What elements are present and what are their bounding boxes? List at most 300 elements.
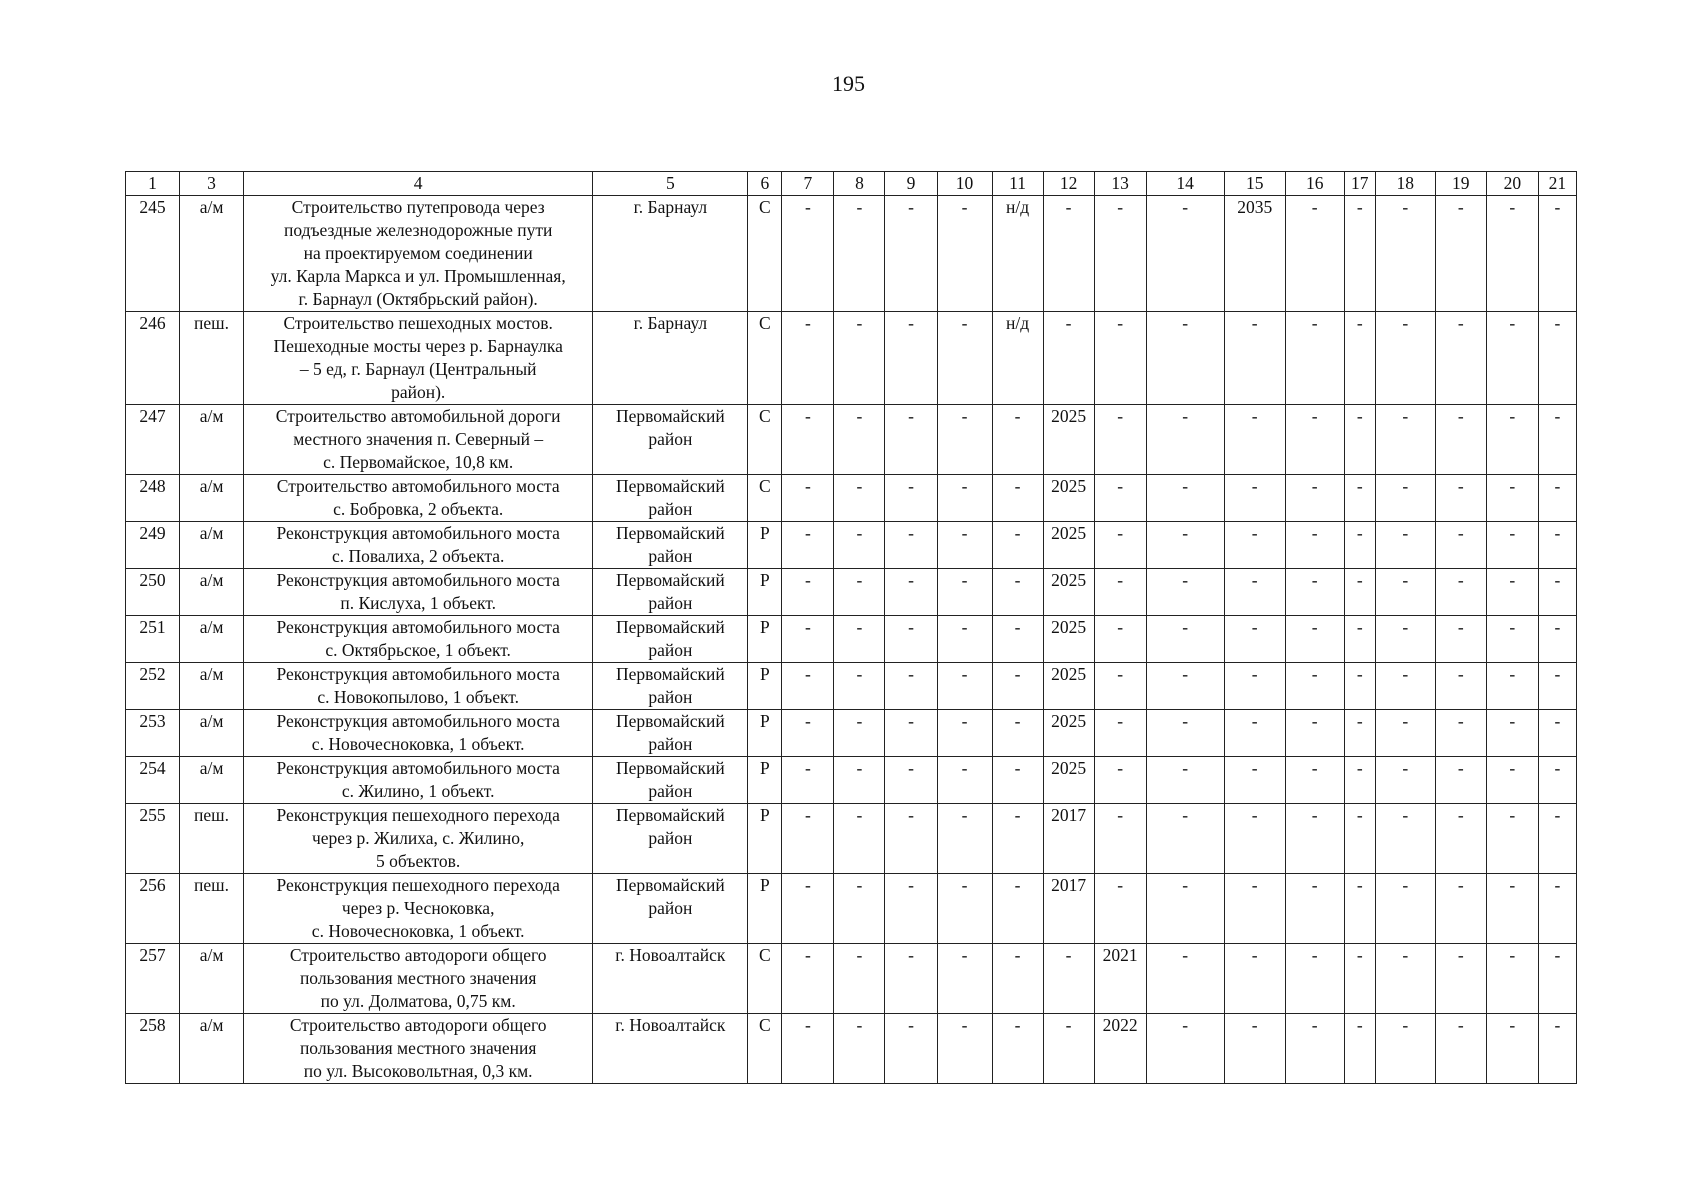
value-cell-col-15: - bbox=[1224, 804, 1285, 874]
location-line: Первомайский bbox=[615, 875, 725, 895]
column-header-4: 4 bbox=[244, 172, 593, 196]
object-type-cell: а/м bbox=[180, 757, 244, 804]
value-cell-col-16: - bbox=[1285, 944, 1344, 1014]
value-cell-col-15: - bbox=[1224, 710, 1285, 757]
value-cell-col-16: - bbox=[1285, 312, 1344, 405]
table-body bbox=[126, 196, 1577, 1084]
row-number-cell: 251 bbox=[126, 616, 180, 663]
value-cell-col-13: - bbox=[1094, 522, 1146, 569]
column-header-12: 12 bbox=[1043, 172, 1094, 196]
description-cell bbox=[244, 1014, 593, 1084]
value-cell-col-17: - bbox=[1344, 1014, 1375, 1084]
row-number-cell: 247 bbox=[126, 405, 180, 475]
value-cell-col-10: - bbox=[937, 405, 992, 475]
value-cell-col-14: - bbox=[1146, 1014, 1224, 1084]
value-cell-col-6: Р bbox=[748, 804, 782, 874]
value-cell-col-14: - bbox=[1146, 405, 1224, 475]
row-number-cell: 254 bbox=[126, 757, 180, 804]
value-cell-col-6: С bbox=[748, 196, 782, 312]
value-cell-col-9: - bbox=[885, 569, 937, 616]
column-header-11: 11 bbox=[992, 172, 1043, 196]
column-header-20: 20 bbox=[1486, 172, 1538, 196]
object-type-cell: а/м bbox=[180, 475, 244, 522]
value-cell-col-19: - bbox=[1435, 757, 1486, 804]
value-cell-col-9: - bbox=[885, 196, 937, 312]
value-cell-col-8: - bbox=[834, 710, 885, 757]
column-header-5: 5 bbox=[593, 172, 748, 196]
table-header bbox=[126, 172, 1577, 196]
value-cell-col-17: - bbox=[1344, 522, 1375, 569]
description-line: Строительство автодороги общего bbox=[289, 945, 547, 965]
value-cell-col-9: - bbox=[885, 405, 937, 475]
location-cell bbox=[593, 312, 748, 405]
value-cell-col-16: - bbox=[1285, 569, 1344, 616]
value-cell-col-11: н/д bbox=[992, 312, 1043, 405]
value-cell-col-19: - bbox=[1435, 804, 1486, 874]
location-line: район bbox=[648, 687, 693, 707]
value-cell-col-19: - bbox=[1435, 710, 1486, 757]
value-cell-col-11: - bbox=[992, 616, 1043, 663]
value-cell-col-9: - bbox=[885, 475, 937, 522]
value-cell-col-6: Р bbox=[748, 663, 782, 710]
description-line: через р. Жилиха, с. Жилино, bbox=[311, 828, 525, 848]
location-line: Первомайский bbox=[615, 617, 725, 637]
description-line: Пешеходные мосты через р. Барнаулка bbox=[273, 336, 563, 356]
value-cell-col-13: 2021 bbox=[1094, 944, 1146, 1014]
value-cell-col-13: - bbox=[1094, 405, 1146, 475]
value-cell-col-11: - bbox=[992, 710, 1043, 757]
value-cell-col-6: Р bbox=[748, 710, 782, 757]
description-line: с. Повалиха, 2 объекта. bbox=[331, 546, 505, 566]
value-cell-col-7: - bbox=[782, 196, 834, 312]
value-cell-col-10: - bbox=[937, 1014, 992, 1084]
value-cell-col-6: Р bbox=[748, 616, 782, 663]
location-cell bbox=[593, 475, 748, 522]
value-cell-col-7: - bbox=[782, 874, 834, 944]
description-line: через р. Чесноковка, bbox=[341, 898, 495, 918]
value-cell-col-10: - bbox=[937, 522, 992, 569]
column-header-13: 13 bbox=[1094, 172, 1146, 196]
value-cell-col-12: 2025 bbox=[1043, 616, 1094, 663]
value-cell-col-19: - bbox=[1435, 196, 1486, 312]
value-cell-col-6: С bbox=[748, 944, 782, 1014]
description-cell bbox=[244, 663, 593, 710]
column-header-16: 16 bbox=[1285, 172, 1344, 196]
location-line: Первомайский bbox=[615, 758, 725, 778]
location-line: г. Новоалтайск bbox=[615, 1015, 726, 1035]
value-cell-col-7: - bbox=[782, 405, 834, 475]
table-row bbox=[126, 710, 1577, 757]
value-cell-col-20: - bbox=[1486, 475, 1538, 522]
value-cell-col-21: - bbox=[1538, 663, 1576, 710]
value-cell-col-21: - bbox=[1538, 616, 1576, 663]
value-cell-col-21: - bbox=[1538, 874, 1576, 944]
value-cell-col-7: - bbox=[782, 757, 834, 804]
value-cell-col-11: - bbox=[992, 874, 1043, 944]
value-cell-col-12: - bbox=[1043, 196, 1094, 312]
value-cell-col-19: - bbox=[1435, 475, 1486, 522]
description-line: 5 объектов. bbox=[376, 851, 461, 871]
value-cell-col-11: - bbox=[992, 522, 1043, 569]
page-number: 195 bbox=[832, 71, 865, 96]
value-cell-col-17: - bbox=[1344, 196, 1375, 312]
value-cell-col-14: - bbox=[1146, 475, 1224, 522]
description-line: Реконструкция автомобильного моста bbox=[276, 711, 560, 731]
value-cell-col-12: 2025 bbox=[1043, 663, 1094, 710]
value-cell-col-9: - bbox=[885, 663, 937, 710]
object-type-cell: а/м bbox=[180, 616, 244, 663]
object-type-cell: а/м bbox=[180, 405, 244, 475]
value-cell-col-17: - bbox=[1344, 804, 1375, 874]
value-cell-col-12: 2025 bbox=[1043, 569, 1094, 616]
value-cell-col-9: - bbox=[885, 1014, 937, 1084]
object-type-cell: а/м bbox=[180, 569, 244, 616]
value-cell-col-15: 2035 bbox=[1224, 196, 1285, 312]
value-cell-col-20: - bbox=[1486, 804, 1538, 874]
location-line: Первомайский bbox=[615, 711, 725, 731]
value-cell-col-9: - bbox=[885, 757, 937, 804]
value-cell-col-15: - bbox=[1224, 569, 1285, 616]
row-number-cell: 255 bbox=[126, 804, 180, 874]
description-cell bbox=[244, 196, 593, 312]
value-cell-col-11: - bbox=[992, 569, 1043, 616]
description-line: подъездные железнодорожные пути bbox=[283, 220, 553, 240]
value-cell-col-16: - bbox=[1285, 522, 1344, 569]
value-cell-col-20: - bbox=[1486, 522, 1538, 569]
table-row bbox=[126, 475, 1577, 522]
table-row bbox=[126, 522, 1577, 569]
description-line: на проектируемом соединении bbox=[303, 243, 533, 263]
value-cell-col-18: - bbox=[1375, 312, 1435, 405]
value-cell-col-8: - bbox=[834, 874, 885, 944]
value-cell-col-10: - bbox=[937, 196, 992, 312]
object-type-cell: а/м bbox=[180, 663, 244, 710]
description-line: пользования местного значения bbox=[299, 1038, 537, 1058]
value-cell-col-17: - bbox=[1344, 663, 1375, 710]
description-line: п. Кислуха, 1 объект. bbox=[340, 593, 496, 613]
location-line: район bbox=[648, 546, 693, 566]
value-cell-col-19: - bbox=[1435, 944, 1486, 1014]
value-cell-col-19: - bbox=[1435, 1014, 1486, 1084]
value-cell-col-21: - bbox=[1538, 312, 1576, 405]
value-cell-col-12: - bbox=[1043, 312, 1094, 405]
value-cell-col-9: - bbox=[885, 804, 937, 874]
value-cell-col-10: - bbox=[937, 757, 992, 804]
description-line: по ул. Высоковольтная, 0,3 км. bbox=[303, 1061, 533, 1081]
row-number-cell: 252 bbox=[126, 663, 180, 710]
table-row bbox=[126, 405, 1577, 475]
value-cell-col-7: - bbox=[782, 475, 834, 522]
value-cell-col-8: - bbox=[834, 944, 885, 1014]
value-cell-col-14: - bbox=[1146, 804, 1224, 874]
location-cell bbox=[593, 710, 748, 757]
value-cell-col-19: - bbox=[1435, 874, 1486, 944]
value-cell-col-7: - bbox=[782, 1014, 834, 1084]
column-header-6: 6 bbox=[748, 172, 782, 196]
value-cell-col-17: - bbox=[1344, 312, 1375, 405]
value-cell-col-13: - bbox=[1094, 874, 1146, 944]
value-cell-col-12: - bbox=[1043, 944, 1094, 1014]
table-row bbox=[126, 944, 1577, 1014]
description-line: с. Бобровка, 2 объекта. bbox=[333, 499, 504, 519]
location-line: г. Барнаул bbox=[633, 197, 708, 217]
value-cell-col-21: - bbox=[1538, 522, 1576, 569]
value-cell-col-8: - bbox=[834, 1014, 885, 1084]
description-line: Строительство автодороги общего bbox=[289, 1015, 547, 1035]
description-line: г. Барнаул (Октябрьский район). bbox=[298, 289, 538, 309]
value-cell-col-6: С bbox=[748, 475, 782, 522]
value-cell-col-14: - bbox=[1146, 944, 1224, 1014]
table-row bbox=[126, 874, 1577, 944]
description-cell bbox=[244, 522, 593, 569]
location-cell bbox=[593, 874, 748, 944]
row-number-cell: 253 bbox=[126, 710, 180, 757]
description-line: Строительство путепровода через bbox=[291, 197, 545, 217]
location-cell bbox=[593, 757, 748, 804]
value-cell-col-13: - bbox=[1094, 475, 1146, 522]
value-cell-col-7: - bbox=[782, 312, 834, 405]
value-cell-col-12: - bbox=[1043, 1014, 1094, 1084]
value-cell-col-7: - bbox=[782, 944, 834, 1014]
table-row bbox=[126, 804, 1577, 874]
value-cell-col-17: - bbox=[1344, 710, 1375, 757]
location-line: Первомайский bbox=[615, 523, 725, 543]
column-header-14: 14 bbox=[1146, 172, 1224, 196]
row-number-cell: 248 bbox=[126, 475, 180, 522]
location-cell bbox=[593, 405, 748, 475]
value-cell-col-15: - bbox=[1224, 405, 1285, 475]
value-cell-col-16: - bbox=[1285, 196, 1344, 312]
value-cell-col-10: - bbox=[937, 710, 992, 757]
value-cell-col-16: - bbox=[1285, 804, 1344, 874]
value-cell-col-19: - bbox=[1435, 405, 1486, 475]
value-cell-col-6: Р bbox=[748, 569, 782, 616]
value-cell-col-21: - bbox=[1538, 569, 1576, 616]
value-cell-col-16: - bbox=[1285, 663, 1344, 710]
value-cell-col-7: - bbox=[782, 710, 834, 757]
value-cell-col-12: 2025 bbox=[1043, 405, 1094, 475]
description-line: с. Новочесноковка, 1 объект. bbox=[311, 734, 525, 754]
value-cell-col-17: - bbox=[1344, 405, 1375, 475]
value-cell-col-20: - bbox=[1486, 569, 1538, 616]
value-cell-col-12: 2025 bbox=[1043, 757, 1094, 804]
value-cell-col-21: - bbox=[1538, 710, 1576, 757]
description-line: с. Первомайское, 10,8 км. bbox=[323, 452, 514, 472]
value-cell-col-15: - bbox=[1224, 944, 1285, 1014]
description-line: Реконструкция пешеходного перехода bbox=[276, 875, 560, 895]
value-cell-col-8: - bbox=[834, 196, 885, 312]
value-cell-col-14: - bbox=[1146, 757, 1224, 804]
value-cell-col-16: - bbox=[1285, 616, 1344, 663]
description-cell bbox=[244, 710, 593, 757]
value-cell-col-18: - bbox=[1375, 944, 1435, 1014]
description-line: с. Новочесноковка, 1 объект. bbox=[311, 921, 525, 941]
description-line: с. Октябрьское, 1 объект. bbox=[325, 640, 511, 660]
location-cell bbox=[593, 1014, 748, 1084]
value-cell-col-11: н/д bbox=[992, 196, 1043, 312]
value-cell-col-20: - bbox=[1486, 405, 1538, 475]
table-row bbox=[126, 663, 1577, 710]
value-cell-col-15: - bbox=[1224, 522, 1285, 569]
value-cell-col-19: - bbox=[1435, 522, 1486, 569]
value-cell-col-21: - bbox=[1538, 405, 1576, 475]
description-cell bbox=[244, 475, 593, 522]
table-row bbox=[126, 569, 1577, 616]
value-cell-col-14: - bbox=[1146, 569, 1224, 616]
value-cell-col-14: - bbox=[1146, 663, 1224, 710]
value-cell-col-15: - bbox=[1224, 663, 1285, 710]
value-cell-col-6: Р bbox=[748, 757, 782, 804]
location-line: Первомайский bbox=[615, 805, 725, 825]
value-cell-col-20: - bbox=[1486, 757, 1538, 804]
value-cell-col-18: - bbox=[1375, 522, 1435, 569]
value-cell-col-8: - bbox=[834, 663, 885, 710]
value-cell-col-19: - bbox=[1435, 312, 1486, 405]
value-cell-col-19: - bbox=[1435, 569, 1486, 616]
value-cell-col-11: - bbox=[992, 663, 1043, 710]
objects-table bbox=[125, 171, 1577, 1084]
value-cell-col-13: - bbox=[1094, 569, 1146, 616]
value-cell-col-18: - bbox=[1375, 616, 1435, 663]
value-cell-col-8: - bbox=[834, 312, 885, 405]
column-header-3: 3 bbox=[180, 172, 244, 196]
value-cell-col-19: - bbox=[1435, 616, 1486, 663]
value-cell-col-13: - bbox=[1094, 312, 1146, 405]
location-cell bbox=[593, 663, 748, 710]
value-cell-col-13: 2022 bbox=[1094, 1014, 1146, 1084]
value-cell-col-17: - bbox=[1344, 616, 1375, 663]
value-cell-col-14: - bbox=[1146, 522, 1224, 569]
object-type-cell: пеш. bbox=[180, 312, 244, 405]
value-cell-col-13: - bbox=[1094, 196, 1146, 312]
location-line: Первомайский bbox=[615, 664, 725, 684]
object-type-cell: пеш. bbox=[180, 874, 244, 944]
value-cell-col-14: - bbox=[1146, 312, 1224, 405]
column-header-15: 15 bbox=[1224, 172, 1285, 196]
description-cell bbox=[244, 616, 593, 663]
value-cell-col-16: - bbox=[1285, 874, 1344, 944]
value-cell-col-21: - bbox=[1538, 475, 1576, 522]
object-type-cell: а/м bbox=[180, 1014, 244, 1084]
location-cell bbox=[593, 804, 748, 874]
description-cell bbox=[244, 312, 593, 405]
description-line: Строительство автомобильного моста bbox=[276, 476, 560, 496]
description-cell bbox=[244, 804, 593, 874]
value-cell-col-15: - bbox=[1224, 312, 1285, 405]
description-cell bbox=[244, 405, 593, 475]
description-cell bbox=[244, 757, 593, 804]
row-number-cell: 256 bbox=[126, 874, 180, 944]
value-cell-col-8: - bbox=[834, 405, 885, 475]
value-cell-col-20: - bbox=[1486, 196, 1538, 312]
location-line: г. Барнаул bbox=[633, 313, 708, 333]
value-cell-col-7: - bbox=[782, 522, 834, 569]
location-line: район bbox=[648, 898, 693, 918]
value-cell-col-7: - bbox=[782, 616, 834, 663]
description-line: Реконструкция пешеходного перехода bbox=[276, 805, 560, 825]
value-cell-col-12: 2025 bbox=[1043, 710, 1094, 757]
value-cell-col-20: - bbox=[1486, 710, 1538, 757]
row-number-cell: 246 bbox=[126, 312, 180, 405]
value-cell-col-10: - bbox=[937, 874, 992, 944]
value-cell-col-16: - bbox=[1285, 475, 1344, 522]
value-cell-col-6: С bbox=[748, 1014, 782, 1084]
value-cell-col-10: - bbox=[937, 944, 992, 1014]
location-line: район bbox=[648, 429, 693, 449]
column-header-10: 10 bbox=[937, 172, 992, 196]
value-cell-col-7: - bbox=[782, 804, 834, 874]
row-number-cell: 250 bbox=[126, 569, 180, 616]
description-cell bbox=[244, 874, 593, 944]
value-cell-col-13: - bbox=[1094, 616, 1146, 663]
value-cell-col-17: - bbox=[1344, 757, 1375, 804]
location-line: район bbox=[648, 781, 693, 801]
location-line: Первомайский bbox=[615, 476, 725, 496]
value-cell-col-18: - bbox=[1375, 1014, 1435, 1084]
description-line: Реконструкция автомобильного моста bbox=[276, 570, 560, 590]
description-line: Реконструкция автомобильного моста bbox=[276, 664, 560, 684]
value-cell-col-20: - bbox=[1486, 874, 1538, 944]
value-cell-col-17: - bbox=[1344, 874, 1375, 944]
value-cell-col-15: - bbox=[1224, 1014, 1285, 1084]
table-row bbox=[126, 757, 1577, 804]
value-cell-col-12: 2017 bbox=[1043, 874, 1094, 944]
value-cell-col-8: - bbox=[834, 522, 885, 569]
row-number-cell: 257 bbox=[126, 944, 180, 1014]
value-cell-col-13: - bbox=[1094, 663, 1146, 710]
description-line: с. Жилино, 1 объект. bbox=[341, 781, 495, 801]
value-cell-col-18: - bbox=[1375, 569, 1435, 616]
value-cell-col-6: С bbox=[748, 312, 782, 405]
value-cell-col-9: - bbox=[885, 944, 937, 1014]
column-header-7: 7 bbox=[782, 172, 834, 196]
value-cell-col-12: 2017 bbox=[1043, 804, 1094, 874]
value-cell-col-17: - bbox=[1344, 569, 1375, 616]
value-cell-col-14: - bbox=[1146, 874, 1224, 944]
header-row bbox=[126, 172, 1577, 196]
value-cell-col-15: - bbox=[1224, 475, 1285, 522]
value-cell-col-9: - bbox=[885, 312, 937, 405]
object-type-cell: а/м bbox=[180, 196, 244, 312]
value-cell-col-10: - bbox=[937, 663, 992, 710]
description-line: ул. Карла Маркса и ул. Промышленная, bbox=[270, 266, 566, 286]
value-cell-col-6: Р bbox=[748, 522, 782, 569]
row-number-cell: 245 bbox=[126, 196, 180, 312]
description-line: пользования местного значения bbox=[299, 968, 537, 988]
location-cell bbox=[593, 944, 748, 1014]
value-cell-col-17: - bbox=[1344, 475, 1375, 522]
table-row bbox=[126, 1014, 1577, 1084]
table-row bbox=[126, 312, 1577, 405]
location-cell bbox=[593, 522, 748, 569]
value-cell-col-19: - bbox=[1435, 663, 1486, 710]
value-cell-col-10: - bbox=[937, 312, 992, 405]
value-cell-col-12: 2025 bbox=[1043, 475, 1094, 522]
column-header-19: 19 bbox=[1435, 172, 1486, 196]
row-number-cell: 249 bbox=[126, 522, 180, 569]
location-line: Первомайский bbox=[615, 406, 725, 426]
value-cell-col-17: - bbox=[1344, 944, 1375, 1014]
value-cell-col-8: - bbox=[834, 616, 885, 663]
description-line: местного значения п. Северный – bbox=[293, 429, 544, 449]
location-line: район bbox=[648, 734, 693, 754]
column-header-17: 17 bbox=[1344, 172, 1375, 196]
value-cell-col-11: - bbox=[992, 475, 1043, 522]
value-cell-col-10: - bbox=[937, 804, 992, 874]
description-line: Строительство пешеходных мостов. bbox=[283, 313, 553, 333]
value-cell-col-20: - bbox=[1486, 616, 1538, 663]
value-cell-col-14: - bbox=[1146, 196, 1224, 312]
